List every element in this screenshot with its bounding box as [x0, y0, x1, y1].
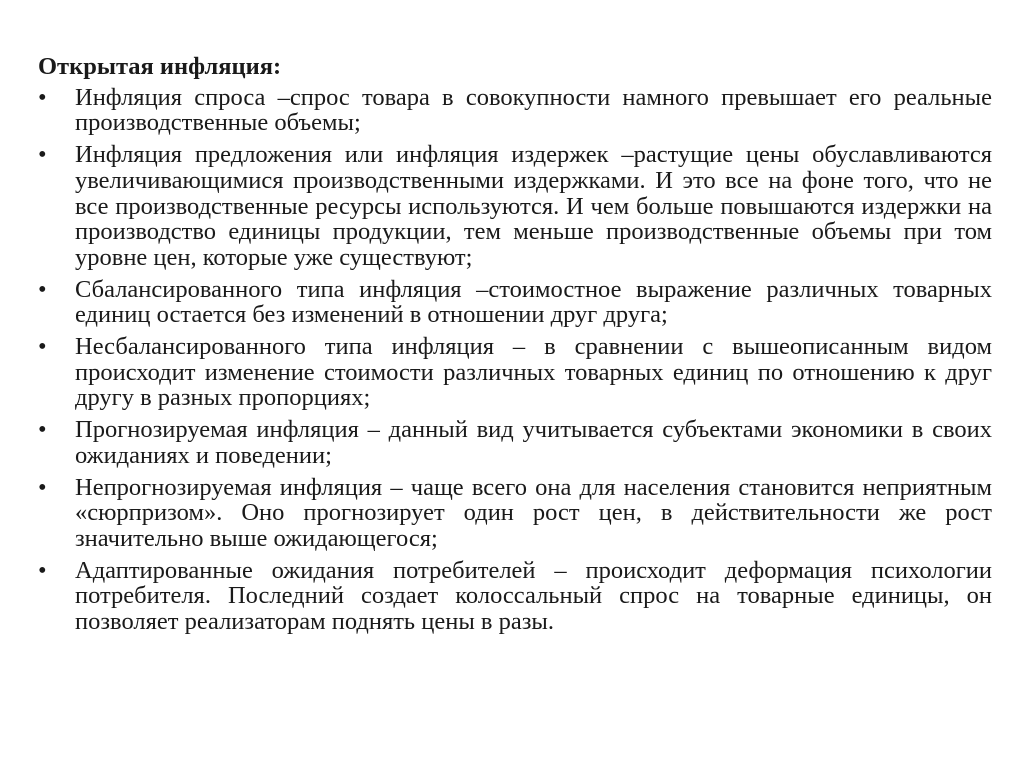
bullet-icon: • — [38, 141, 47, 169]
list-item — [38, 334, 992, 411]
list-item-text: Инфляция предложения или инфляция издержек –растущие цены обуславливаются увеличивающимися производственными издержками. И это все на фоне того, что не все производственные ресурсы используются. И чем больше повышаются издержки на производство единицы продукции, тем меньше производственные объемы при том уровне цен, которые уже существуют; — [75, 141, 992, 271]
list-item — [38, 142, 992, 271]
list-item-text: Прогнозируемая инфляция – данный вид учитывается субъектами экономики в своих ожиданиях и поведении; — [75, 416, 992, 469]
list-item-text: Сбалансированного типа инфляция –стоимостное выражение различных товарных единиц остается без изменений в отношении друг друга; — [75, 275, 992, 329]
list-item — [38, 558, 992, 635]
bullet-icon: • — [38, 333, 47, 361]
list-item-text: Инфляция спроса –спрос товара в совокупности намного превышает его реальные производственные объемы; — [75, 83, 992, 137]
bullet-icon: • — [38, 416, 47, 444]
list-item — [38, 417, 992, 468]
list-item-text: Непрогнозируемая инфляция – чаще всего она для населения становится неприятным «сюрпризом». Оно прогнозирует один рост цен, в действительности же рост значительно выше ожидающегося; — [75, 473, 992, 552]
bullet-icon: • — [38, 275, 47, 303]
list-item — [38, 85, 992, 136]
bullet-icon: • — [38, 556, 47, 584]
slide-heading: Открытая инфляция: — [38, 53, 282, 80]
bullet-icon: • — [38, 83, 47, 111]
list-item-text: Несбалансированного типа инфляция – в сравнении с вышеописанным видом происходит изменение стоимости различных товарных единиц по отношению к друг другу в разных пропорциях; — [75, 333, 992, 412]
list-item — [38, 475, 992, 552]
list-item — [38, 277, 992, 328]
slide-content — [38, 54, 992, 641]
bullet-icon: • — [38, 473, 47, 501]
list-item-text: Адаптированные ожидания потребителей – происходит деформация психологии потребителя. Последний создает колоссальный спрос на товарные единицы, он позволяет реализаторам поднять цены в разы. — [75, 556, 992, 636]
bullet-list — [38, 85, 992, 635]
